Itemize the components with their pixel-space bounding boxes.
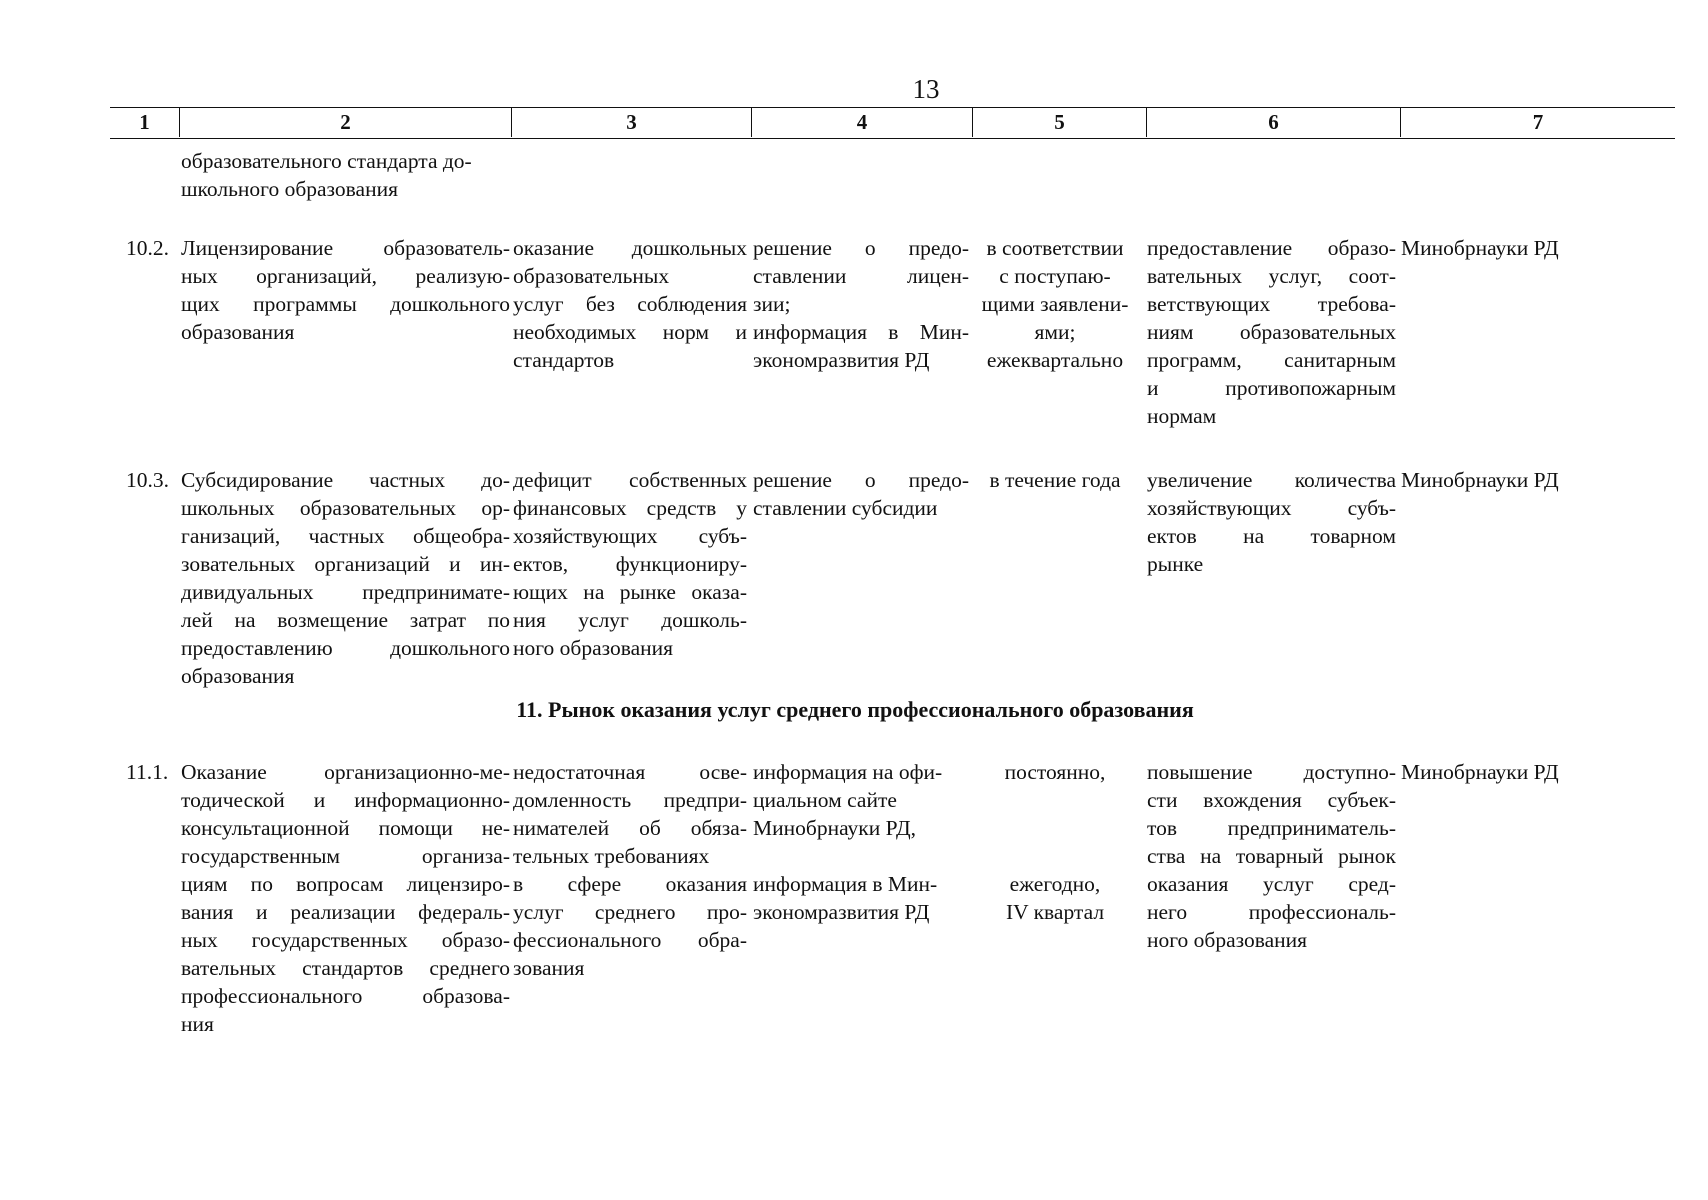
- column-header-2: 2: [179, 108, 511, 137]
- text-line: нимателей об обяза-: [513, 816, 747, 840]
- text-line: тов предприниматель-: [1147, 816, 1396, 840]
- text-line: консультационной помощи не-: [181, 816, 510, 840]
- text-line: экономразвития РД: [753, 348, 930, 372]
- text-line: недостаточная осве-: [513, 760, 747, 784]
- text-line: сти вхождения субъек-: [1147, 788, 1396, 812]
- text-line: циальном сайте: [753, 788, 897, 812]
- column-header-6: 6: [1146, 108, 1400, 137]
- responsible-cell: Минобрнауки РД: [1401, 760, 1559, 784]
- column-header-5: 5: [972, 108, 1146, 137]
- page-number: 13: [912, 74, 940, 104]
- text-line: ния услуг дошколь-: [513, 608, 747, 632]
- text-line: ного образования: [513, 636, 674, 660]
- row-number: 11.1.: [126, 760, 169, 784]
- text-line: него профессиональ-: [1147, 900, 1396, 924]
- text-line: домленность предпри-: [513, 788, 747, 812]
- text-line: [753, 842, 969, 870]
- section-title: 11. Рынок оказания услуг среднего профессионального образования: [516, 697, 1194, 722]
- text-line: экономразвития РД: [753, 900, 930, 924]
- continuation-text: [181, 147, 510, 203]
- text-line: в сфере оказания: [513, 872, 747, 896]
- deadline-cell: [975, 466, 1135, 494]
- text-line: вательных стандартов среднего: [181, 956, 510, 980]
- text-line: школьных образовательных ор-: [181, 496, 510, 520]
- responsible-cell: Минобрнауки РД: [1401, 468, 1559, 492]
- text-line: ющих на рынке оказа-: [513, 580, 747, 604]
- text-line: рынке: [1147, 552, 1204, 576]
- text-line: повышение доступно-: [1147, 760, 1396, 784]
- text-line: информация в Мин-: [753, 320, 969, 344]
- text-line: информация в Мин-: [753, 872, 938, 896]
- text-line: вательных услуг, соот-: [1147, 264, 1396, 288]
- text-line: образования: [181, 320, 295, 344]
- text-line: ных государственных образо-: [181, 928, 510, 952]
- text-line: в соответствии: [986, 236, 1124, 260]
- text-line: увеличение количества: [1147, 468, 1396, 492]
- problem-cell: [513, 466, 747, 662]
- text-line: программ, санитарным: [1147, 348, 1396, 372]
- text-line: ного образования: [1147, 928, 1308, 952]
- text-line: циям по вопросам лицензиро-: [181, 872, 510, 896]
- text-line: решение о предо-: [753, 236, 969, 260]
- problem-cell: [513, 758, 747, 982]
- text-line: ных организаций, реализую-: [181, 264, 510, 288]
- text-line: услуг среднего про-: [513, 900, 747, 924]
- text-line: оказание дошкольных: [513, 236, 747, 260]
- text-line: оказания услуг сред-: [1147, 872, 1396, 896]
- result-cell: [1147, 758, 1396, 954]
- text-line: в течение года: [989, 468, 1121, 492]
- text-line: Оказание организационно-ме-: [181, 760, 510, 784]
- column-header-3: 3: [511, 108, 751, 137]
- text-line: ектов, функциониру-: [513, 552, 747, 576]
- text-line: решение о предо-: [753, 468, 969, 492]
- document-type-cell: [753, 758, 969, 926]
- text-line: щими заявлени-: [981, 292, 1129, 316]
- text-line: школьного образования: [181, 177, 398, 201]
- text-line: ежегодно,: [1009, 872, 1101, 896]
- document-type-cell: [753, 466, 969, 522]
- text-line: дивидуальных предпринимате-: [181, 580, 510, 604]
- text-line: нормам: [1147, 404, 1217, 428]
- text-line: щих программы дошкольного: [181, 292, 510, 316]
- text-line: ями;: [1034, 320, 1076, 344]
- text-line: ния: [181, 1012, 214, 1036]
- text-line: [975, 842, 1135, 870]
- row-number: 10.2.: [126, 236, 169, 260]
- text-line: ниям образовательных: [1147, 320, 1396, 344]
- text-line: тодической и информационно-: [181, 788, 510, 812]
- text-line: зовательных организаций и ин-: [181, 552, 510, 576]
- text-line: ежеквартально: [986, 348, 1124, 372]
- text-line: услуг без соблюдения: [513, 292, 747, 316]
- text-line: [975, 786, 1135, 814]
- text-line: образования: [181, 664, 295, 688]
- text-line: ветствующих требова-: [1147, 292, 1396, 316]
- text-line: ектов на товарном: [1147, 524, 1396, 548]
- text-line: фессионального обра-: [513, 928, 747, 952]
- text-line: тельных требованиях: [513, 844, 710, 868]
- text-line: зования: [513, 956, 585, 980]
- text-line: информация на офи-: [753, 760, 943, 784]
- column-header-row: [110, 107, 1675, 139]
- measure-cell: [181, 466, 510, 690]
- responsible-cell: Минобрнауки РД: [1401, 236, 1559, 260]
- text-line: зии;: [753, 292, 791, 316]
- text-line: хозяйствующих субъ-: [513, 524, 747, 548]
- text-line: хозяйствующих субъ-: [1147, 496, 1396, 520]
- text-line: образовательных: [513, 264, 670, 288]
- text-line: и противопожарным: [1147, 376, 1396, 400]
- text-line: профессионального образова-: [181, 984, 510, 1008]
- text-line: Субсидирование частных до-: [181, 468, 510, 492]
- document-type-cell: [753, 234, 969, 374]
- measure-cell: [181, 758, 510, 1038]
- column-header-4: 4: [751, 108, 972, 137]
- text-line: дефицит собственных: [513, 468, 747, 492]
- text-line: необходимых норм и: [513, 320, 747, 344]
- text-line: государственным организа-: [181, 844, 510, 868]
- result-cell: [1147, 466, 1396, 578]
- text-line: постоянно,: [1004, 760, 1106, 784]
- text-line: [975, 814, 1135, 842]
- text-line: ства на товарный рынок: [1147, 844, 1396, 868]
- column-header-7: 7: [1400, 108, 1675, 137]
- text-line: образовательного стандарта до-: [181, 149, 472, 173]
- text-line: финансовых средств у: [513, 496, 747, 520]
- result-cell: [1147, 234, 1396, 430]
- text-line: вания и реализации федераль-: [181, 900, 510, 924]
- text-line: с поступаю-: [999, 264, 1111, 288]
- text-line: Лицензирование образователь-: [181, 236, 510, 260]
- text-line: ставлении лицен-: [753, 264, 969, 288]
- measure-cell: [181, 234, 510, 346]
- text-line: лей на возмещение затрат по: [181, 608, 510, 632]
- text-line: предоставление образо-: [1147, 236, 1396, 260]
- deadline-cell: [975, 234, 1135, 374]
- row-number: 10.3.: [126, 468, 169, 492]
- problem-cell: [513, 234, 747, 374]
- text-line: ставлении субсидии: [753, 496, 938, 520]
- text-line: предоставлению дошкольного: [181, 636, 510, 660]
- text-line: Минобрнауки РД,: [753, 816, 916, 840]
- text-line: ганизаций, частных общеобра-: [181, 524, 510, 548]
- text-line: IV квартал: [1005, 900, 1105, 924]
- deadline-cell: [975, 758, 1135, 926]
- text-line: стандартов: [513, 348, 615, 372]
- column-header-1: 1: [139, 110, 150, 134]
